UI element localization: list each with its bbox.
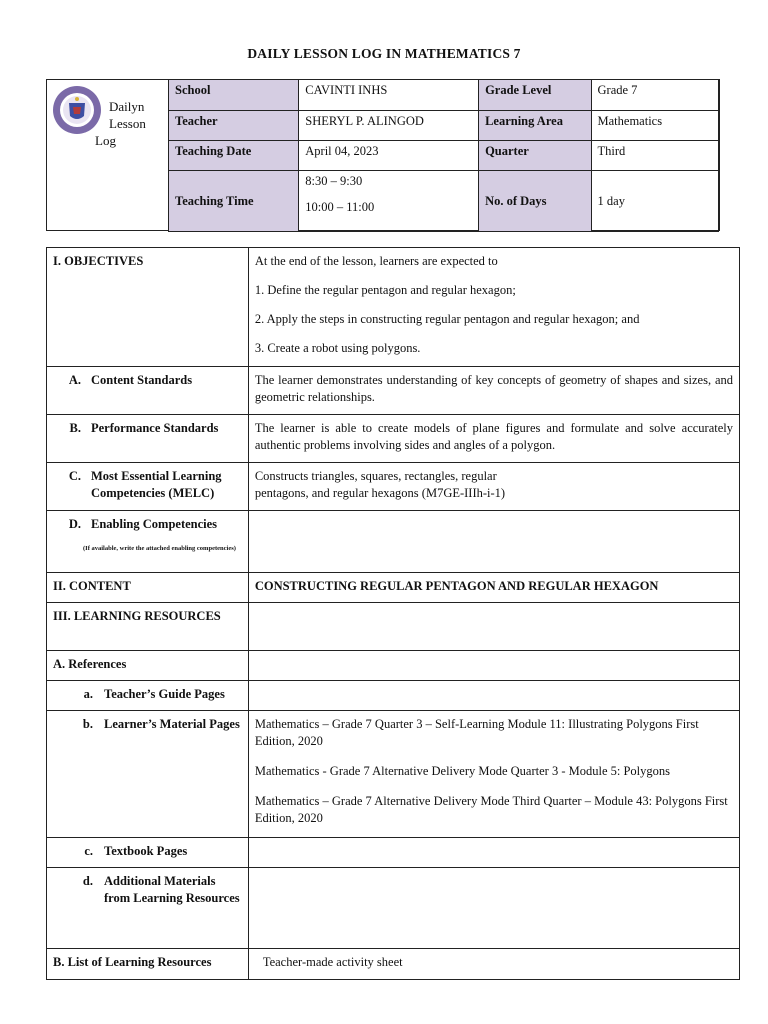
teachers-guide-value <box>248 681 739 711</box>
lm-item-3: Mathematics – Grade 7 Alternative Delivery Mode Third Quarter – Module 43: Polygons First Edition, 2020 <box>254 794 728 825</box>
teaching-time-value <box>299 171 479 232</box>
enabling-competencies-value <box>248 511 739 573</box>
melc-label <box>47 463 249 511</box>
objectives-label: I. OBJECTIVES <box>47 248 249 367</box>
objectives-content <box>248 248 739 367</box>
grade-level-value: Grade 7 <box>591 80 718 111</box>
melc-line-1: Constructs triangles, squares, rectangles, regular <box>254 469 497 483</box>
school-value: CAVINTI INHS <box>299 80 479 111</box>
additional-materials-value <box>248 868 739 949</box>
performance-standards-title: Performance Standards <box>91 421 219 435</box>
header-block <box>46 79 720 231</box>
objective-item-3: 3. Create a robot using polygons. <box>254 341 421 355</box>
additional-title: Additional Materials from Learning Resources <box>104 874 240 905</box>
teachers-guide-label <box>47 681 249 711</box>
lm-item-2: Mathematics - Grade 7 Alternative Delivery Mode Quarter 3 - Module 5: Polygons <box>254 764 671 778</box>
list-of-resources-label: B. List of Learning Resources <box>47 949 249 980</box>
objective-item-2: 2. Apply the steps in constructing regular pentagon and regular hexagon; and <box>254 312 640 326</box>
table-row <box>47 651 740 681</box>
objectives-intro: At the end of the lesson, learners are expected to <box>254 254 498 268</box>
melc-marker: C. <box>68 469 81 483</box>
content-standards-marker: A. <box>68 373 81 387</box>
table-row <box>47 681 740 711</box>
lm-item-1: Mathematics – Grade 7 Quarter 3 – Self-Learning Module 11: Illustrating Polygons First Edition, 2020 <box>254 717 699 748</box>
grade-level-label: Grade Level <box>479 80 591 111</box>
table-row <box>47 603 740 651</box>
no-of-days-value: 1 day <box>591 171 718 232</box>
content-text: CONSTRUCTING REGULAR PENTAGON AND REGULAR HEXAGON <box>248 573 739 603</box>
enabling-title: Enabling Competencies <box>91 517 218 531</box>
table-row <box>47 838 740 868</box>
teaching-time-2: 10:00 – 11:00 <box>305 200 375 214</box>
teaching-time-label: Teaching Time <box>169 171 299 232</box>
no-of-days-label: No. of Days <box>479 171 591 232</box>
deped-seal-icon <box>52 85 102 135</box>
log-label-line2: Lesson <box>109 116 146 131</box>
document-title: DAILY LESSON LOG IN MATHEMATICS 7 <box>247 46 521 61</box>
table-row <box>47 573 740 603</box>
references-label: A. References <box>47 651 249 681</box>
quarter-value: Third <box>591 141 718 171</box>
content-standards-text: The learner demonstrates understanding of key concepts of geometry of shapes and sizes, and geometric relationships. <box>248 367 739 415</box>
learners-material-value <box>248 711 739 838</box>
table-row <box>47 367 740 415</box>
textbook-title: Textbook Pages <box>104 844 188 858</box>
melc-text <box>248 463 739 511</box>
learners-material-label <box>47 711 249 838</box>
content-standards-label <box>47 367 249 415</box>
additional-materials-label <box>47 868 249 949</box>
lm-marker: b. <box>82 717 93 731</box>
enabling-marker: D. <box>68 517 81 531</box>
list-of-resources-text: Teacher-made activity sheet <box>248 949 739 980</box>
learning-resources-value <box>248 603 739 651</box>
textbook-pages-value <box>248 838 739 868</box>
enabling-competencies-label <box>47 511 249 573</box>
additional-marker: d. <box>82 874 93 888</box>
teaching-time-1: 8:30 – 9:30 <box>305 174 363 188</box>
lesson-table <box>46 247 740 980</box>
textbook-pages-label <box>47 838 249 868</box>
performance-standards-text: The learner is able to create models of plane figures and formulate and solve accurately authentic problems involving sides and angles of a polygon. <box>248 415 739 463</box>
melc-title: Most Essential Learning Competencies (MELC) <box>91 469 222 500</box>
teaching-date-value: April 04, 2023 <box>299 141 479 171</box>
learning-area-value: Mathematics <box>591 111 718 141</box>
school-label: School <box>169 80 299 111</box>
references-value <box>248 651 739 681</box>
melc-line-2: pentagons, and regular hexagons (M7GE-IIIh-i-1) <box>254 486 506 500</box>
teacher-label: Teacher <box>169 111 299 141</box>
quarter-label: Quarter <box>479 141 591 171</box>
table-row <box>47 463 740 511</box>
table-row <box>47 511 740 573</box>
teaching-date-label: Teaching Date <box>169 141 299 171</box>
textbook-marker: c. <box>84 844 93 858</box>
log-label-line3: Log <box>95 133 116 148</box>
content-standards-title: Content Standards <box>91 373 193 387</box>
table-row <box>47 949 740 980</box>
tg-title: Teacher’s Guide Pages <box>104 687 225 701</box>
tg-marker: a. <box>83 687 93 701</box>
log-label-line1: Dailyn <box>109 99 145 114</box>
content-label: II. CONTENT <box>47 573 249 603</box>
learning-area-label: Learning Area <box>479 111 591 141</box>
performance-standards-label <box>47 415 249 463</box>
learning-resources-label: III. LEARNING RESOURCES <box>47 603 249 651</box>
lm-title: Learner’s Material Pages <box>104 717 240 731</box>
table-row <box>47 868 740 949</box>
teacher-value: SHERYL P. ALINGOD <box>299 111 479 141</box>
header-table <box>168 79 719 232</box>
table-row <box>47 415 740 463</box>
performance-standards-marker: B. <box>69 421 81 435</box>
enabling-note: (If available, write the attached enabling competencies) <box>83 545 236 552</box>
table-row <box>47 248 740 367</box>
objective-item-1: 1. Define the regular pentagon and regular hexagon; <box>254 283 516 297</box>
table-row <box>47 711 740 838</box>
